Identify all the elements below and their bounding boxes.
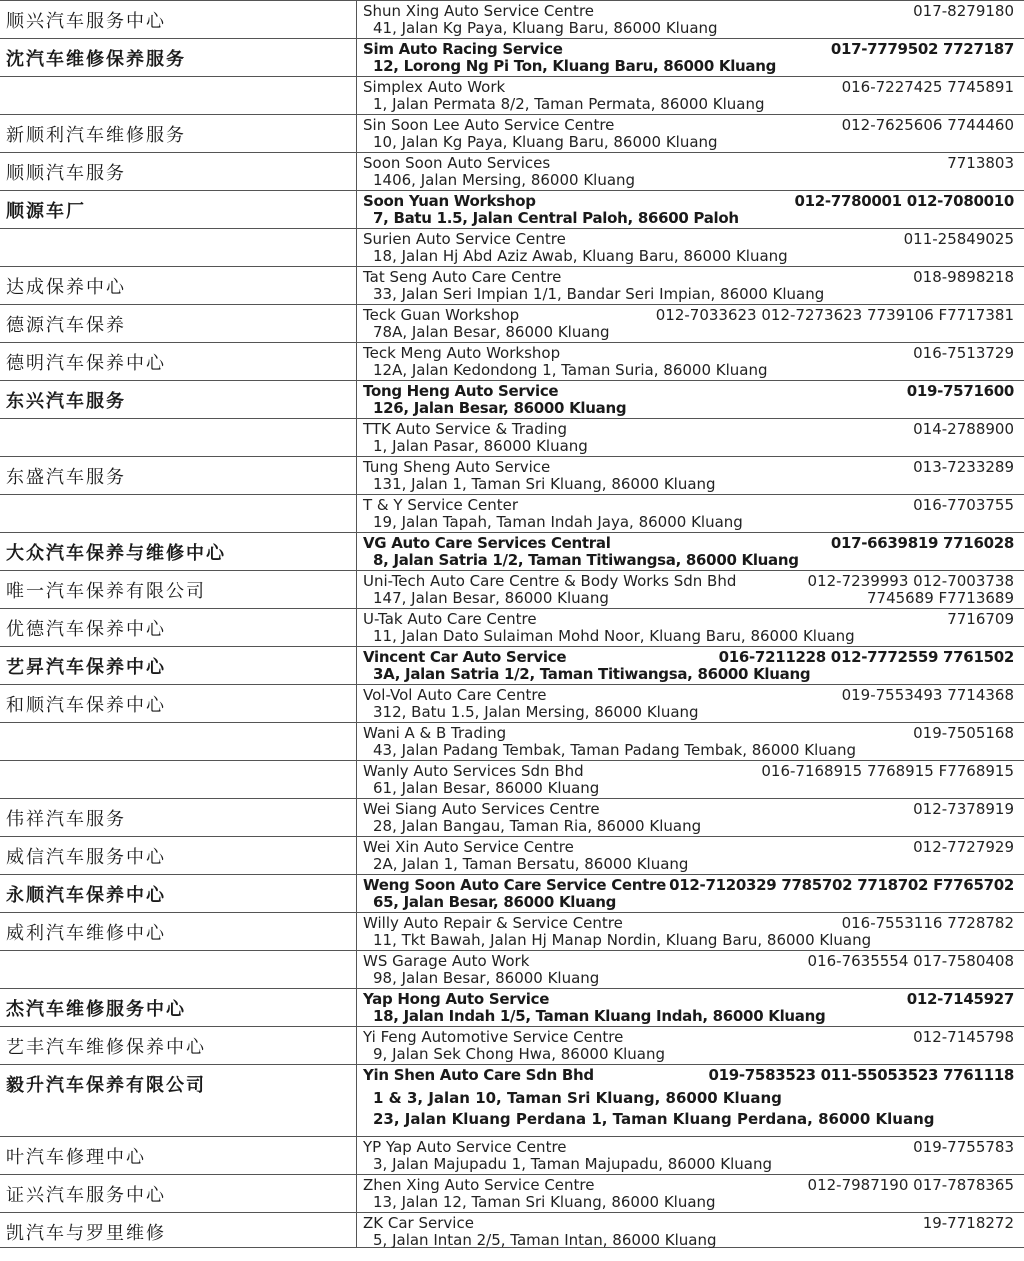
list-item (0, 495, 1024, 533)
business-address-2: 23, Jalan Kluang Perdana 1, Taman Kluang Perdana, 86000 Kluang (373, 1110, 935, 1128)
chinese-name: 永顺汽车保养中心 (6, 885, 166, 906)
business-name: Teck Meng Auto Workshop (363, 344, 561, 362)
business-name: Surien Auto Service Centre (363, 230, 566, 248)
column-divider (356, 39, 357, 76)
entry-details (363, 725, 1014, 759)
column-divider (356, 305, 357, 342)
entry-details (363, 991, 1014, 1025)
phone-numbers: 012-7780001 012-7080010 (794, 192, 1014, 210)
list-item (0, 533, 1024, 571)
business-name: Yap Hong Auto Service (363, 990, 550, 1008)
column-divider (356, 419, 357, 456)
business-address: 1406, Jalan Mersing, 86000 Kluang (373, 171, 636, 189)
business-name: Soon Soon Auto Services (363, 154, 551, 172)
business-address: 41, Jalan Kg Paya, Kluang Baru, 86000 Kluang (373, 19, 718, 37)
business-address: 8, Jalan Satria 1/2, Taman Titiwangsa, 86000 Kluang (373, 551, 799, 569)
phone-numbers: 012-7625606 7744460 (841, 116, 1014, 134)
business-name: U-Tak Auto Care Centre (363, 610, 537, 628)
entry-details (363, 307, 1014, 341)
list-item (0, 77, 1024, 115)
phone-numbers: 016-7553116 7728782 (841, 914, 1014, 932)
chinese-name: 德明汽车保养中心 (6, 353, 166, 374)
business-address: 7, Batu 1.5, Jalan Central Paloh, 86600 Paloh (373, 209, 739, 227)
entry-details (363, 155, 1014, 189)
business-name: Wei Siang Auto Services Centre (363, 800, 600, 818)
column-divider (356, 1137, 357, 1174)
entry-details (363, 953, 1014, 987)
entry-details (363, 3, 1014, 37)
phone-numbers-2: 7745689 F7713689 (866, 589, 1014, 607)
list-item (0, 1137, 1024, 1175)
chinese-name: 叶汽车修理中心 (6, 1147, 146, 1168)
entry-details (363, 801, 1014, 835)
column-divider (356, 837, 357, 874)
chinese-name: 证兴汽车服务中心 (6, 1185, 166, 1206)
column-divider (356, 875, 357, 912)
entry-details (363, 573, 1014, 607)
column-divider (356, 229, 357, 266)
chinese-name: 伟祥汽车服务 (6, 809, 126, 830)
business-address: 18, Jalan Indah 1/5, Taman Kluang Indah, 86000 Kluang (373, 1007, 826, 1025)
entry-details (363, 1215, 1014, 1249)
phone-numbers: 019-7571600 (906, 382, 1014, 400)
list-item (0, 381, 1024, 419)
business-address: 10, Jalan Kg Paya, Kluang Baru, 86000 Kluang (373, 133, 718, 151)
column-divider (356, 609, 357, 646)
phone-numbers: 19-7718272 (922, 1214, 1014, 1232)
phone-numbers: 017-7779502 7727187 (830, 40, 1014, 58)
phone-numbers: 018-9898218 (913, 268, 1014, 286)
phone-numbers: 012-7120329 7785702 7718702 F7765702 (669, 876, 1014, 894)
list-item (0, 457, 1024, 495)
column-divider (356, 951, 357, 988)
column-divider (356, 571, 357, 608)
column-divider (356, 1, 357, 38)
business-address: 65, Jalan Besar, 86000 Kluang (373, 893, 617, 911)
chinese-name: 顺源车厂 (6, 201, 86, 222)
business-address: 126, Jalan Besar, 86000 Kluang (373, 399, 627, 417)
entry-details (363, 497, 1014, 531)
list-item (0, 837, 1024, 875)
chinese-name: 沈汽车维修保养服务 (6, 49, 186, 70)
chinese-name: 唯一汽车保养有限公司 (6, 581, 206, 602)
phone-numbers: 019-7553493 7714368 (841, 686, 1014, 704)
entry-details (363, 41, 1014, 75)
business-address: 61, Jalan Besar, 86000 Kluang (373, 779, 600, 797)
list-item (0, 115, 1024, 153)
chinese-name: 凯汽车与罗里维修 (6, 1223, 166, 1244)
chinese-name: 艺丰汽车维修保养中心 (6, 1037, 206, 1058)
business-name: WS Garage Auto Work (363, 952, 530, 970)
phone-numbers: 017-6639819 7716028 (830, 534, 1014, 552)
column-divider (356, 153, 357, 190)
business-name: Weng Soon Auto Care Service Centre (363, 876, 667, 894)
business-name: ZK Car Service (363, 1214, 474, 1232)
list-item (0, 419, 1024, 457)
entry-details (363, 687, 1014, 721)
phone-numbers: 016-7635554 017-7580408 (807, 952, 1014, 970)
chinese-name: 优德汽车保养中心 (6, 619, 166, 640)
business-address: 1, Jalan Permata 8/2, Taman Permata, 86000 Kluang (373, 95, 765, 113)
business-name: VG Auto Care Services Central (363, 534, 611, 552)
business-name: Wani A & B Trading (363, 724, 507, 742)
phone-numbers: 012-7033623 012-7273623 7739106 F7717381 (655, 306, 1014, 324)
phone-numbers: 016-7227425 7745891 (841, 78, 1014, 96)
column-divider (356, 723, 357, 760)
list-item (0, 39, 1024, 77)
phone-numbers: 016-7168915 7768915 F7768915 (761, 762, 1014, 780)
chinese-name: 威利汽车维修中心 (6, 923, 166, 944)
column-divider (356, 989, 357, 1026)
business-address: 13, Jalan 12, Taman Sri Kluang, 86000 Kluang (373, 1193, 716, 1211)
business-address: 12, Lorong Ng Pi Ton, Kluang Baru, 86000 Kluang (373, 57, 777, 75)
chinese-name: 达成保养中心 (6, 277, 126, 298)
list-item (0, 609, 1024, 647)
entry-details (363, 1029, 1014, 1063)
entry-details (363, 915, 1014, 949)
entry-details (363, 117, 1014, 151)
column-divider (356, 533, 357, 570)
list-item (0, 229, 1024, 267)
chinese-name: 和顺汽车保养中心 (6, 695, 166, 716)
business-address: 11, Jalan Dato Sulaiman Mohd Noor, Kluang Baru, 86000 Kluang (373, 627, 855, 645)
business-name: TTK Auto Service & Trading (363, 420, 567, 438)
business-address: 3A, Jalan Satria 1/2, Taman Titiwangsa, 86000 Kluang (373, 665, 811, 683)
list-item (0, 1213, 1024, 1248)
column-divider (356, 1065, 357, 1136)
business-name: Tong Heng Auto Service (363, 382, 559, 400)
business-address: 33, Jalan Seri Impian 1/1, Bandar Seri Impian, 86000 Kluang (373, 285, 825, 303)
phone-numbers: 016-7703755 (913, 496, 1014, 514)
entry-details (363, 269, 1014, 303)
phone-numbers: 016-7211228 012-7772559 7761502 (718, 648, 1014, 666)
column-divider (356, 647, 357, 684)
business-name: Wei Xin Auto Service Centre (363, 838, 574, 856)
column-divider (356, 191, 357, 228)
list-item (0, 1027, 1024, 1065)
column-divider (356, 1213, 357, 1247)
business-address: 3, Jalan Majupadu 1, Taman Majupadu, 86000 Kluang (373, 1155, 772, 1173)
business-address: 1 & 3, Jalan 10, Taman Sri Kluang, 86000 Kluang (373, 1089, 782, 1107)
list-item (0, 1175, 1024, 1213)
list-item (0, 761, 1024, 799)
business-name: Zhen Xing Auto Service Centre (363, 1176, 595, 1194)
business-address: 11, Tkt Bawah, Jalan Hj Manap Nordin, Kluang Baru, 86000 Kluang (373, 931, 872, 949)
chinese-name: 艺昇汽车保养中心 (6, 657, 166, 678)
entry-details (363, 535, 1014, 569)
business-name: Vincent Car Auto Service (363, 648, 567, 666)
business-name: YP Yap Auto Service Centre (363, 1138, 567, 1156)
column-divider (356, 685, 357, 722)
chinese-name: 东盛汽车服务 (6, 467, 126, 488)
chinese-name: 大众汽车保养与维修中心 (6, 543, 226, 564)
business-address: 1, Jalan Pasar, 86000 Kluang (373, 437, 588, 455)
phone-numbers: 019-7505168 (913, 724, 1014, 742)
business-name: Yin Shen Auto Care Sdn Bhd (363, 1066, 594, 1084)
business-name: Sin Soon Lee Auto Service Centre (363, 116, 615, 134)
list-item (0, 647, 1024, 685)
chinese-name: 顺兴汽车服务中心 (6, 11, 166, 32)
phone-numbers: 012-7145927 (906, 990, 1014, 1008)
column-divider (356, 115, 357, 152)
business-address: 2A, Jalan 1, Taman Bersatu, 86000 Kluang (373, 855, 689, 873)
list-item (0, 951, 1024, 989)
entry-details (363, 193, 1014, 227)
phone-numbers: 7713803 (947, 154, 1014, 172)
business-address: 78A, Jalan Besar, 86000 Kluang (373, 323, 610, 341)
entry-details (363, 345, 1014, 379)
list-item (0, 305, 1024, 343)
business-name: Shun Xing Auto Service Centre (363, 2, 595, 20)
business-name: Sim Auto Racing Service (363, 40, 563, 58)
chinese-name: 新顺利汽车维修服务 (6, 125, 186, 146)
business-address: 312, Batu 1.5, Jalan Mersing, 86000 Kluang (373, 703, 699, 721)
column-divider (356, 343, 357, 380)
entry-details (363, 1067, 1014, 1130)
phone-numbers: 019-7755783 (913, 1138, 1014, 1156)
list-item (0, 1, 1024, 39)
chinese-name: 德源汽车保养 (6, 315, 126, 336)
business-name: Yi Feng Automotive Service Centre (363, 1028, 624, 1046)
business-name: Wanly Auto Services Sdn Bhd (363, 762, 584, 780)
entry-details (363, 79, 1014, 113)
business-address: 147, Jalan Besar, 86000 Kluang (373, 589, 609, 607)
column-divider (356, 381, 357, 418)
business-address: 19, Jalan Tapah, Taman Indah Jaya, 86000 Kluang (373, 513, 743, 531)
entry-details (363, 763, 1014, 797)
list-item (0, 343, 1024, 381)
column-divider (356, 1027, 357, 1064)
column-divider (356, 761, 357, 798)
business-name: Soon Yuan Workshop (363, 192, 536, 210)
phone-numbers: 012-7727929 (913, 838, 1014, 856)
phone-numbers: 7716709 (947, 610, 1014, 628)
entry-details (363, 877, 1014, 911)
list-item (0, 153, 1024, 191)
business-name: Willy Auto Repair & Service Centre (363, 914, 623, 932)
entry-details (363, 611, 1014, 645)
entry-details (363, 649, 1014, 683)
column-divider (356, 457, 357, 494)
business-address: 43, Jalan Padang Tembak, Taman Padang Tembak, 86000 Kluang (373, 741, 856, 759)
business-address: 98, Jalan Besar, 86000 Kluang (373, 969, 600, 987)
entry-details (363, 1139, 1014, 1173)
chinese-name: 威信汽车服务中心 (6, 847, 166, 868)
phone-numbers: 017-8279180 (913, 2, 1014, 20)
business-name: Simplex Auto Work (363, 78, 506, 96)
phone-numbers: 011-25849025 (903, 230, 1014, 248)
chinese-name: 东兴汽车服务 (6, 391, 126, 412)
list-item (0, 913, 1024, 951)
chinese-name: 杰汽车维修服务中心 (6, 999, 186, 1020)
list-item (0, 875, 1024, 913)
entry-details (363, 839, 1014, 873)
phone-numbers: 019-7583523 011-55053523 7761118 (708, 1066, 1014, 1084)
list-item (0, 571, 1024, 609)
business-address: 18, Jalan Hj Abd Aziz Awab, Kluang Baru, 86000 Kluang (373, 247, 788, 265)
phone-numbers: 016-7513729 (913, 344, 1014, 362)
column-divider (356, 77, 357, 114)
list-item (0, 1065, 1024, 1137)
column-divider (356, 495, 357, 532)
entry-details (363, 421, 1014, 455)
business-name: T & Y Service Center (363, 496, 519, 514)
list-item (0, 685, 1024, 723)
business-name: Uni-Tech Auto Care Centre & Body Works Sdn Bhd (363, 572, 737, 590)
list-item (0, 191, 1024, 229)
phone-numbers: 013-7233289 (913, 458, 1014, 476)
list-item (0, 723, 1024, 761)
list-item (0, 989, 1024, 1027)
column-divider (356, 913, 357, 950)
phone-numbers: 012-7239993 012-7003738 (807, 572, 1014, 590)
chinese-name: 毅升汽车保养有限公司 (6, 1075, 206, 1096)
business-address: 9, Jalan Sek Chong Hwa, 86000 Kluang (373, 1045, 665, 1063)
chinese-name: 顺顺汽车服务 (6, 163, 126, 184)
business-name: Vol-Vol Auto Care Centre (363, 686, 547, 704)
list-item (0, 799, 1024, 837)
entry-details (363, 1177, 1014, 1211)
business-address: 28, Jalan Bangau, Taman Ria, 86000 Kluang (373, 817, 702, 835)
phone-numbers: 012-7145798 (913, 1028, 1014, 1046)
column-divider (356, 799, 357, 836)
column-divider (356, 267, 357, 304)
business-address: 5, Jalan Intan 2/5, Taman Intan, 86000 Kluang (373, 1231, 717, 1249)
entry-details (363, 231, 1014, 265)
business-address: 12A, Jalan Kedondong 1, Taman Suria, 86000 Kluang (373, 361, 768, 379)
list-item (0, 267, 1024, 305)
business-name: Tat Seng Auto Care Centre (363, 268, 562, 286)
phone-numbers: 014-2788900 (913, 420, 1014, 438)
column-divider (356, 1175, 357, 1212)
phone-numbers: 012-7987190 017-7878365 (807, 1176, 1014, 1194)
business-name: Tung Sheng Auto Service (363, 458, 551, 476)
entry-details (363, 459, 1014, 493)
entry-details (363, 383, 1014, 417)
phone-numbers: 012-7378919 (913, 800, 1014, 818)
business-address: 131, Jalan 1, Taman Sri Kluang, 86000 Kluang (373, 475, 716, 493)
business-name: Teck Guan Workshop (363, 306, 520, 324)
